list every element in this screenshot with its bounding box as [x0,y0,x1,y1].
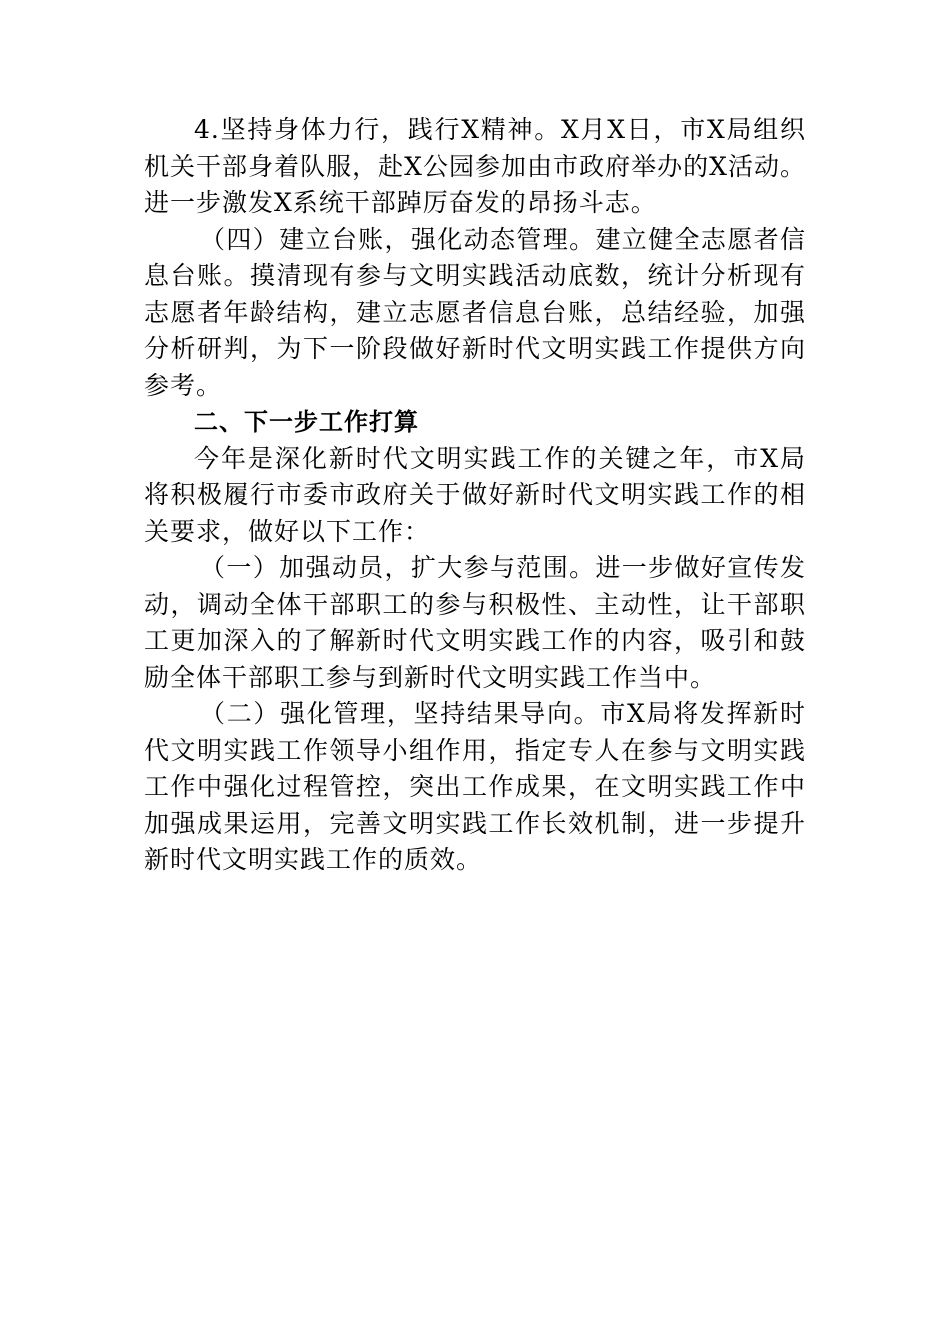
section-heading-next-steps: 二、下一步工作打算 [194,408,419,436]
paragraph-management: （二）强化管理，坚持结果导向。市X局将发挥新时代文明实践工作领导小组作用，指定专人在参与文明实践工作中强化过程管控，突出工作成果，在文明实践工作中加强成果运用，完善文明实践工作长效机制，进一步提升新时代文明实践工作的质效。 [144,699,806,874]
paragraph-mobilization: （一）加强动员，扩大参与范围。进一步做好宣传发动，调动全体干部职工的参与积极性、主动性，让干部职工更加深入的了解新时代文明实践工作的内容，吸引和鼓励全体干部职工参与到新时代文明实践工作当中。 [144,553,806,692]
paragraph-practice-spirit: 4.坚持身体力行，践行X精神。X月X日，市X局组织机关干部身着队服，赴X公园参加由市政府举办的X活动。进一步激发X系统干部踔厉奋发的昂扬斗志。 [144,115,806,217]
document-body [144,112,806,879]
paragraph-next-steps-intro: 今年是深化新时代文明实践工作的关键之年，市X局将积极履行市委市政府关于做好新时代文明实践工作的相关要求，做好以下工作： [144,443,806,546]
paragraph-ledger-management: （四）建立台账，强化动态管理。建立健全志愿者信息台账。摸清现有参与文明实践活动底数，统计分析现有志愿者年龄结构，建立志愿者信息台账，总结经验，加强分析研判，为下一阶段做好新时代文明实践工作提供方向参考。 [144,224,806,400]
